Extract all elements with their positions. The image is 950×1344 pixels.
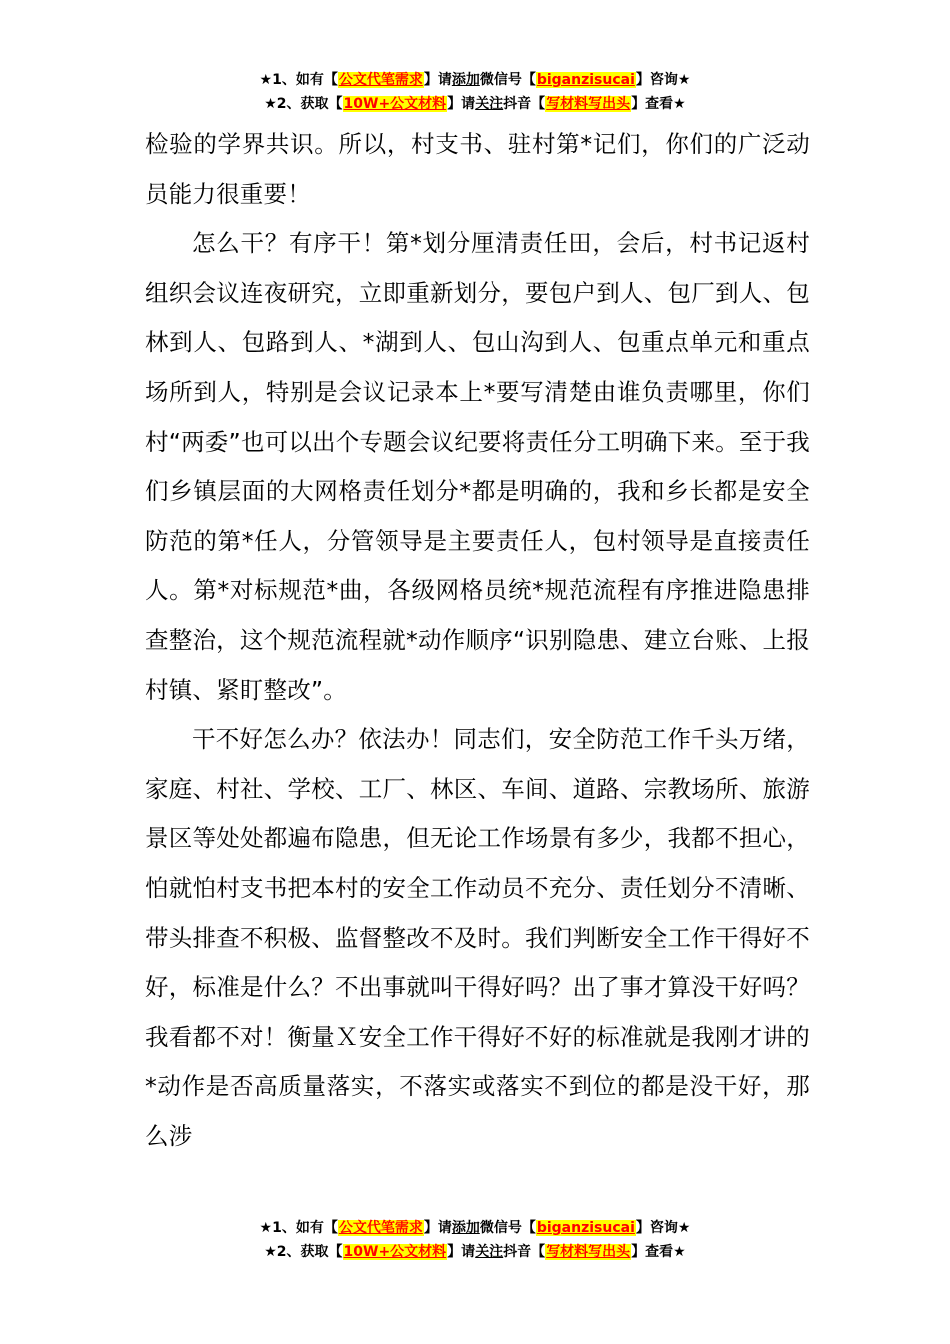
header-banner-line-1: ★1、如有【公文代笔需求】请添加微信号【biganzisucai】咨询★: [259, 72, 691, 88]
paragraph-continued: 检验的学界共识。所以，村支书、驻村第*记们，你们的广泛动员能力很重要！: [145, 130, 810, 208]
douyin-account-highlight: 写材料写出头: [546, 96, 631, 112]
douyin-account-highlight: 写材料写出头: [546, 1244, 631, 1260]
paragraph-what-if-fail: 干不好怎么办？依法办！同志们，安全防范工作千头万绪，家庭、村社、学校、工厂、林区、车间、道路、宗教场所、旅游景区等处处都遍布隐患，但无论工作场景有多少，我都不担心，怕就怕村支书把本村的安全工作动员不充分、责任划分不清晰、带头排查不积极、监督整改不及时。我们判断安全工作干得好不好，标准是什么？不出事就叫干得好吗？出了事才算没干好吗？我看都不对！衡量Ｘ安全工作干得好不好的标准就是我刚才讲的*动作是否高质量落实，不落实或落实不到位的都是没干好，那么涉: [145, 725, 810, 1150]
materials-highlight: 10W+公文材料: [343, 1244, 447, 1260]
footer-banner-line-1: ★1、如有【公文代笔需求】请添加微信号【biganzisucai】咨询★: [259, 1220, 691, 1236]
header-banner: [0, 68, 950, 116]
header-banner-line-2: ★2、获取【10W+公文材料】请关注抖音【写材料写出头】查看★: [264, 96, 686, 112]
paragraph-how-to-do: 怎么干？有序干！第*划分厘清责任田，会后，村书记返村组织会议连夜研究，立即重新划分，要包户到人、包厂到人、包林到人、包路到人、*湖到人、包山沟到人、包重点单元和重点场所到人，特别是会议记录本上*要写清楚由谁负责哪里，你们村“两委”也可以出个专题会议纪要将责任分工明确下来。至于我们乡镇层面的大网格责任划分*都是明确的，我和乡长都是安全防范的第*任人，分管领导是主要责任人，包村领导是直接责任人。第*对标规范*曲，各级网格员统*规范流程有序推进隐患排查整治，这个规范流程就*动作顺序“识别隐患、建立台账、上报村镇、紧盯整改”。: [145, 229, 810, 704]
service-highlight: 公文代笔需求: [338, 1220, 423, 1236]
footer-banner: [0, 1216, 950, 1264]
service-highlight: 公文代笔需求: [338, 72, 423, 88]
wechat-id-highlight: biganzisucai: [536, 72, 635, 88]
footer-banner-line-2: ★2、获取【10W+公文材料】请关注抖音【写材料写出头】查看★: [264, 1244, 686, 1260]
wechat-id-highlight: biganzisucai: [536, 1220, 635, 1236]
materials-highlight: 10W+公文材料: [343, 96, 447, 112]
document-body: [145, 120, 810, 1161]
